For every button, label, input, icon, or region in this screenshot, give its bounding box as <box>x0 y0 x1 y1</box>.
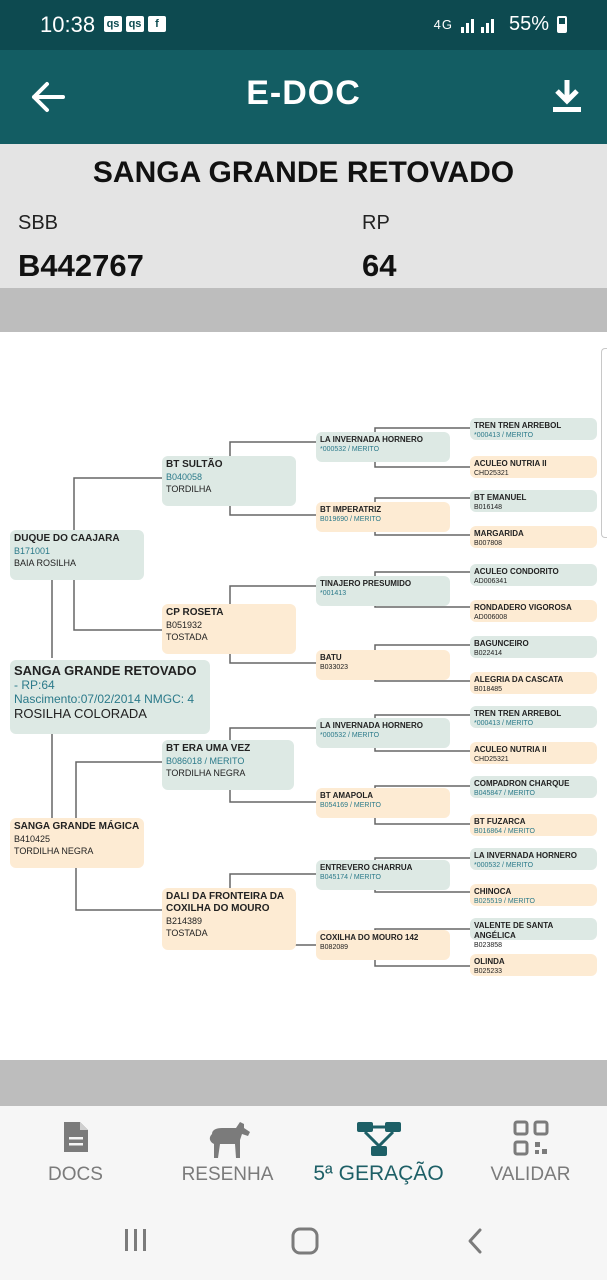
gen4-name: BT FUZARCA <box>474 817 526 826</box>
gen3-name: LA INVERNADA HORNERO <box>320 721 423 730</box>
root-color: ROSILHA COLORADA <box>14 706 147 721</box>
nav-docs-label: DOCS <box>48 1164 103 1185</box>
gen4-box[interactable] <box>470 636 597 658</box>
horizontal-scroll-indicator[interactable] <box>601 348 607 538</box>
gen4-name: CHINOCA <box>474 887 512 896</box>
status-time: 10:38 <box>40 12 96 37</box>
recent-apps-icon[interactable] <box>122 1226 150 1254</box>
gen4-box[interactable] <box>470 814 597 836</box>
animal-header <box>0 144 607 288</box>
gen3-reg: B054169 / MERITO <box>320 802 381 809</box>
facebook-icon: f <box>148 16 166 32</box>
gen3-reg: B082089 <box>320 944 349 951</box>
gen3-box[interactable] <box>316 930 450 960</box>
gen4-name: ACULEO CONDORITO <box>474 567 559 576</box>
nav-docs[interactable] <box>0 1106 151 1204</box>
network-type: 4G <box>433 17 453 32</box>
gen4-name: BAGUNCEIRO <box>474 639 529 648</box>
status-right <box>434 13 567 36</box>
gen3-box[interactable] <box>316 860 450 890</box>
gen4-name: COMPADRON CHARQUE <box>474 779 570 788</box>
qr-code-icon <box>513 1120 549 1156</box>
sire-color: BAIA ROSILHA <box>14 558 77 568</box>
sd-reg: B051932 <box>166 620 203 630</box>
sire-box[interactable] <box>10 530 144 580</box>
download-icon[interactable] <box>550 78 584 114</box>
dam-box[interactable] <box>10 818 144 868</box>
sd-color: TOSTADA <box>166 632 208 642</box>
nav-validar[interactable] <box>455 1106 606 1204</box>
pedigree-root[interactable] <box>10 660 210 734</box>
gen3-name: ENTREVERO CHARRUA <box>320 863 413 872</box>
sbb-label: SBB <box>18 212 59 234</box>
gen4-name: ACULEO NUTRIA II <box>474 459 547 468</box>
signal-icon <box>461 17 501 33</box>
gen4-reg: *000532 / MERITO <box>474 862 534 869</box>
dd-color: TOSTADA <box>166 928 208 938</box>
pedigree-tree-icon <box>355 1120 403 1158</box>
ss-reg: B040058 <box>166 472 203 482</box>
pedigree-tree[interactable] <box>0 332 607 1060</box>
gen3-name: BT AMAPOLA <box>320 791 374 800</box>
dd-reg: B214389 <box>166 916 203 926</box>
status-bar <box>0 0 607 50</box>
ds-color: TORDILHA NEGRA <box>166 768 246 778</box>
gen3-name: TINAJERO PRESUMIDO <box>320 579 412 588</box>
gen3-name: COXILHA DO MOURO 142 <box>320 933 419 942</box>
gen4-box[interactable] <box>470 918 597 949</box>
back-icon[interactable] <box>464 1226 486 1256</box>
gen4-reg: *000413 / MERITO <box>474 432 534 439</box>
gen4-reg: B022414 <box>474 650 503 657</box>
granddam-paternal-box[interactable] <box>162 604 296 654</box>
gen4-reg: B045847 / MERITO <box>474 790 535 797</box>
home-icon[interactable] <box>290 1226 320 1256</box>
gen4-box[interactable] <box>470 884 597 906</box>
gen4-box[interactable] <box>470 564 597 586</box>
gen4-name: TREN TREN ARREBOL <box>474 421 562 430</box>
document-icon <box>62 1120 90 1154</box>
horse-icon <box>204 1120 252 1160</box>
gen4-name: OLINDA <box>474 957 505 966</box>
gen3-reg: *000532 / MERITO <box>320 732 380 739</box>
bottom-navigation <box>0 1106 607 1204</box>
gen4-name: VALENTE DE SANTA ANGÉLICA <box>474 921 553 940</box>
gen3-box[interactable] <box>316 576 450 606</box>
gen3-reg: B033023 <box>320 664 349 671</box>
nav-5-geracao-label: 5ª GERAÇÃO <box>313 1162 444 1185</box>
gen4-name: RONDADERO VIGOROSA <box>474 603 572 612</box>
gen3-reg: *000532 / MERITO <box>320 446 380 453</box>
divider-band <box>0 1060 607 1106</box>
ss-color: TORDILHA <box>166 484 212 494</box>
gen4-reg: B025233 <box>474 968 503 975</box>
system-navigation-bar <box>0 1204 607 1280</box>
gen3-reg: B045174 / MERITO <box>320 874 381 881</box>
nav-resenha[interactable] <box>152 1106 303 1204</box>
rp-label: RP <box>362 212 390 234</box>
gen4-reg: B018485 <box>474 686 503 693</box>
gen3-reg: *001413 <box>320 590 347 597</box>
gen4-reg: B023858 <box>474 942 503 949</box>
notification-icon: qs <box>126 16 144 32</box>
gen4-reg: CHD25321 <box>474 756 509 763</box>
gen4-name: TREN TREN ARREBOL <box>474 709 562 718</box>
gen4-reg: B016148 <box>474 504 503 511</box>
gen4-reg: AD006008 <box>474 614 508 621</box>
gen4-name: ALEGRIA DA CASCATA <box>474 675 564 684</box>
gen4-name: BT EMANUEL <box>474 493 527 502</box>
sbb-value: B442767 <box>18 248 144 283</box>
dd-name: DALI DA FRONTEIRA DA COXILHA DO MOURO <box>166 891 284 914</box>
notification-icons <box>104 16 166 32</box>
gen4-box[interactable] <box>470 490 597 512</box>
gen3-name: BT IMPERATRIZ <box>320 505 382 514</box>
gen3-name: LA INVERNADA HORNERO <box>320 435 423 444</box>
ds-reg: B086018 / MERITO <box>166 756 245 766</box>
sire-name: DUQUE DO CAAJARA <box>14 533 120 544</box>
root-name: SANGA GRANDE RETOVADO <box>14 663 197 678</box>
battery-icon <box>557 16 567 33</box>
grandsire-maternal-box[interactable] <box>162 740 294 790</box>
gen4-box[interactable] <box>470 742 597 764</box>
gen3-box[interactable] <box>316 788 450 818</box>
gen4-box[interactable] <box>470 526 597 548</box>
divider-band <box>0 288 607 332</box>
gen3-box[interactable] <box>316 432 450 462</box>
nav-resenha-label: RESENHA <box>181 1164 274 1185</box>
gen4-reg: CHD25321 <box>474 470 509 477</box>
gen4-reg: B007808 <box>474 540 503 547</box>
app-title: E-DOC <box>246 74 361 112</box>
gen4-reg: B016864 / MERITO <box>474 828 535 835</box>
dam-color: TORDILHA NEGRA <box>14 846 94 856</box>
gen4-box[interactable] <box>470 954 597 976</box>
gen4-name: MARGARIDA <box>474 529 524 538</box>
gen4-box[interactable] <box>470 418 597 440</box>
gen4-reg: *000413 / MERITO <box>474 720 534 727</box>
dam-reg: B410425 <box>14 834 51 844</box>
nav-validar-label: VALIDAR <box>490 1164 571 1185</box>
app-bar <box>0 50 607 144</box>
gen3-name: BATU <box>320 653 342 662</box>
gen4-box[interactable] <box>470 776 597 798</box>
gen4-name: ACULEO NUTRIA II <box>474 745 547 754</box>
granddam-maternal-box[interactable] <box>162 888 296 950</box>
gen3-box[interactable] <box>316 650 450 680</box>
ds-name: BT ERA UMA VEZ <box>166 743 251 754</box>
battery-percent: 55% <box>508 13 549 35</box>
gen4-name: LA INVERNADA HORNERO <box>474 851 577 860</box>
gen3-box[interactable] <box>316 502 450 532</box>
sd-name: CP ROSETA <box>166 607 224 618</box>
gen4-reg: B025519 / MERITO <box>474 898 535 905</box>
gen4-box[interactable] <box>470 706 597 728</box>
root-birth: Nascimento:07/02/2014 NMGC: 4 <box>14 692 195 706</box>
gen3-box[interactable] <box>316 718 450 748</box>
dam-name: SANGA GRANDE MÁGICA <box>14 821 140 832</box>
root-rp: - RP:64 <box>14 678 55 692</box>
gen3-reg: B019690 / MERITO <box>320 516 381 523</box>
animal-name: SANGA GRANDE RETOVADO <box>92 156 515 189</box>
rp-value: 64 <box>362 248 397 283</box>
gen4-box[interactable] <box>470 456 597 478</box>
gen4-box[interactable] <box>470 600 597 622</box>
nav-5-geracao[interactable] <box>303 1106 454 1204</box>
ss-name: BT SULTÃO <box>166 459 223 470</box>
sire-reg: B171001 <box>14 546 51 556</box>
gen4-reg: AD006341 <box>474 578 508 585</box>
gen4-box[interactable] <box>470 672 597 694</box>
grandsire-paternal-box[interactable] <box>162 456 296 506</box>
gen4-box[interactable] <box>470 848 597 870</box>
notification-icon: qs <box>104 16 122 32</box>
